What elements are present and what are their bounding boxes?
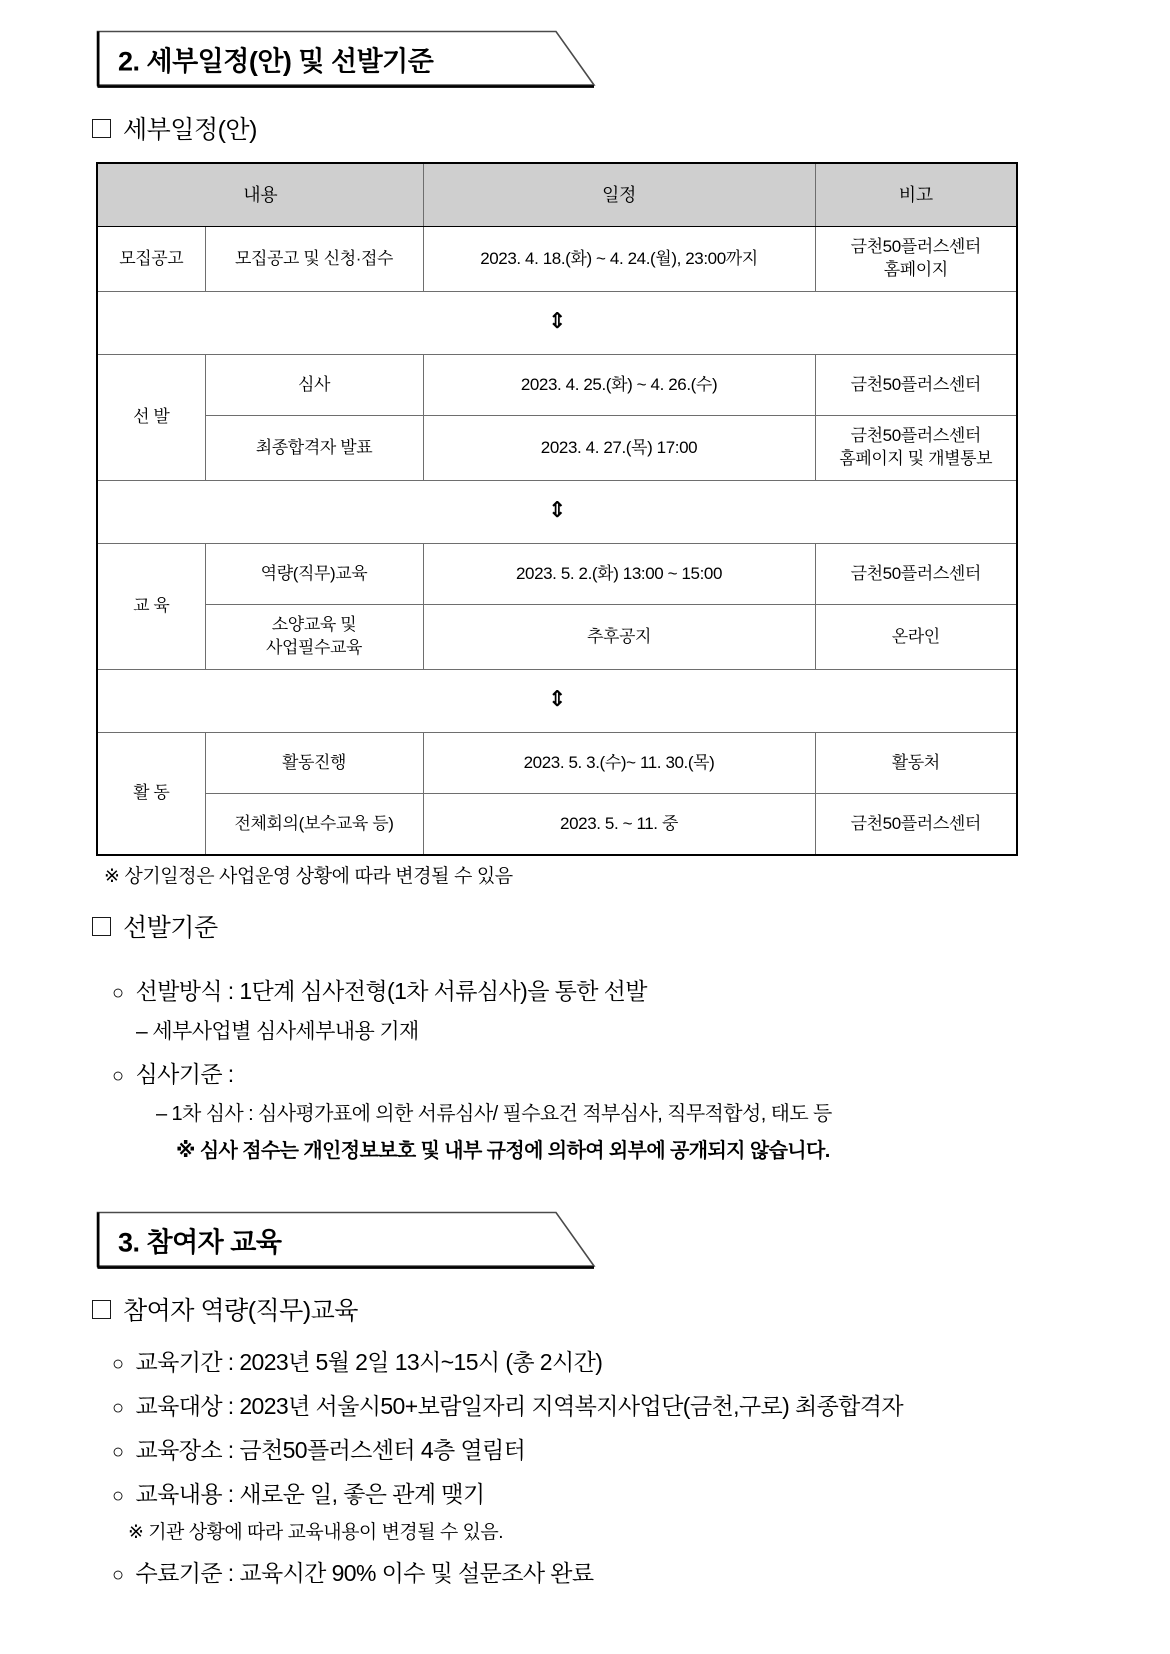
section-3-title: 3. 참여자 교육 bbox=[118, 1227, 282, 1258]
row-when: 2023. 5. 3.(수)~ 11. 30.(목) bbox=[423, 733, 815, 794]
table-row bbox=[97, 227, 1017, 292]
row-note: 금천50플러스센터 홈페이지 bbox=[815, 227, 1017, 292]
list-item-label: 기관 상황에 따라 교육내용이 변경될 수 있음. bbox=[148, 1522, 504, 1543]
row-note: 금천50플러스센터 홈페이지 및 개별통보 bbox=[815, 416, 1017, 481]
row-note: 금천50플러스센터 bbox=[815, 544, 1017, 605]
arrow-divider-row bbox=[97, 670, 1017, 733]
down-arrow-icon: ⇕ bbox=[547, 309, 567, 335]
row-category: 활 동 bbox=[97, 733, 205, 856]
square-bullet-icon bbox=[92, 1300, 111, 1319]
list-item-label: 1차 심사 : 심사평가표에 의한 서류심사/ 필수요건 적부심사, 직무적합성, 태도 등 bbox=[171, 1103, 832, 1125]
row-item: 심사 bbox=[205, 355, 423, 416]
schedule-footnote: ※ 상기일정은 사업운영 상황에 따라 변경될 수 있음 bbox=[104, 866, 513, 887]
circle-bullet-icon: ○ bbox=[112, 1564, 124, 1586]
circle-bullet-icon: ○ bbox=[112, 982, 124, 1004]
list-item-review-criteria bbox=[112, 1056, 1170, 1089]
section-2-banner bbox=[96, 30, 596, 88]
list-item-training-place bbox=[112, 1432, 1170, 1465]
row-when: 2023. 4. 18.(화) ~ 4. 24.(월), 23:00까지 bbox=[423, 227, 815, 292]
table-row bbox=[97, 544, 1017, 605]
column-header-schedule: 일정 bbox=[423, 163, 815, 227]
schedule-table bbox=[96, 162, 1018, 856]
table-header-row bbox=[97, 163, 1017, 227]
circle-bullet-icon: ○ bbox=[112, 1485, 124, 1507]
list-item-label: 교육장소 : 금천50플러스센터 4층 열림터 bbox=[135, 1437, 526, 1463]
row-item: 소양교육 및 사업필수교육 bbox=[205, 605, 423, 670]
row-when: 2023. 5. ~ 11. 중 bbox=[423, 794, 815, 856]
square-bullet-icon bbox=[92, 119, 111, 138]
list-item-first-review bbox=[156, 1097, 1170, 1126]
circle-bullet-icon: ○ bbox=[112, 1353, 124, 1375]
arrow-cell bbox=[97, 670, 1017, 733]
row-category: 선 발 bbox=[97, 355, 205, 481]
list-item-label: 심사기준 : bbox=[135, 1061, 234, 1087]
list-item-label: 세부사업별 심사세부내용 기재 bbox=[152, 1020, 419, 1043]
list-item-completion-criteria bbox=[112, 1555, 1170, 1588]
list-item-privacy-note bbox=[176, 1134, 1170, 1163]
arrow-cell bbox=[97, 292, 1017, 355]
heading-training bbox=[92, 1291, 1170, 1327]
list-item-label: 교육기간 : 2023년 5월 2일 13시~15시 (총 2시간) bbox=[135, 1349, 603, 1375]
schedule-table-wrap bbox=[96, 162, 1016, 856]
arrow-divider-row bbox=[97, 292, 1017, 355]
row-item: 전체회의(보수교육 등) bbox=[205, 794, 423, 856]
row-when: 2023. 4. 25.(화) ~ 4. 26.(수) bbox=[423, 355, 815, 416]
row-note: 금천50플러스센터 bbox=[815, 794, 1017, 856]
list-item-label: 수료기준 : 교육시간 90% 이수 및 설문조사 완료 bbox=[135, 1560, 594, 1586]
dash-bullet-icon: – bbox=[156, 1103, 167, 1125]
list-item-label: 선발방식 : 1단계 심사전형(1차 서류심사)을 통한 선발 bbox=[135, 978, 647, 1004]
row-note: 활동처 bbox=[815, 733, 1017, 794]
heading-training-label: 참여자 역량(직무)교육 bbox=[123, 1297, 358, 1325]
row-item: 역량(직무)교육 bbox=[205, 544, 423, 605]
table-row bbox=[97, 355, 1017, 416]
row-when: 추후공지 bbox=[423, 605, 815, 670]
section-2-title: 2. 세부일정(안) 및 선발기준 bbox=[118, 46, 434, 77]
list-item-detail-note bbox=[136, 1015, 1170, 1045]
dash-bullet-icon: – bbox=[136, 1020, 148, 1043]
heading-criteria-label: 선발기준 bbox=[123, 914, 218, 942]
heading-criteria bbox=[92, 908, 1170, 944]
heading-schedule bbox=[92, 110, 1170, 146]
row-item: 활동진행 bbox=[205, 733, 423, 794]
row-when: 2023. 5. 2.(화) 13:00 ~ 15:00 bbox=[423, 544, 815, 605]
list-item-training-period bbox=[112, 1344, 1170, 1377]
section-3-banner bbox=[96, 1211, 596, 1269]
square-bullet-icon bbox=[92, 917, 111, 936]
list-item-training-content bbox=[112, 1476, 1170, 1509]
row-when: 2023. 4. 27.(목) 17:00 bbox=[423, 416, 815, 481]
list-item-selection-method bbox=[112, 973, 1170, 1006]
row-category: 교 육 bbox=[97, 544, 205, 670]
list-item-label: 교육대상 : 2023년 서울시50+보람일자리 지역복지사업단(금천,구로) 최종합격자 bbox=[135, 1393, 904, 1419]
list-item-training-target bbox=[112, 1388, 1170, 1421]
row-note: 금천50플러스센터 bbox=[815, 355, 1017, 416]
arrow-cell bbox=[97, 481, 1017, 544]
table-row bbox=[97, 416, 1017, 481]
reference-mark-icon: ※ bbox=[176, 1140, 195, 1162]
list-item-training-change-note bbox=[128, 1517, 1170, 1544]
down-arrow-icon: ⇕ bbox=[547, 498, 567, 524]
circle-bullet-icon: ○ bbox=[112, 1397, 124, 1419]
row-note: 온라인 bbox=[815, 605, 1017, 670]
arrow-divider-row bbox=[97, 481, 1017, 544]
table-row bbox=[97, 733, 1017, 794]
row-item: 최종합격자 발표 bbox=[205, 416, 423, 481]
table-row bbox=[97, 605, 1017, 670]
heading-schedule-label: 세부일정(안) bbox=[123, 116, 257, 144]
row-category: 모집공고 bbox=[97, 227, 205, 292]
circle-bullet-icon: ○ bbox=[112, 1065, 124, 1087]
column-header-content: 내용 bbox=[97, 163, 423, 227]
reference-mark-icon: ※ bbox=[128, 1522, 144, 1543]
row-item: 모집공고 및 신청·접수 bbox=[205, 227, 423, 292]
down-arrow-icon: ⇕ bbox=[547, 687, 567, 713]
table-row bbox=[97, 794, 1017, 856]
list-item-label: 교육내용 : 새로운 일, 좋은 관계 맺기 bbox=[135, 1481, 485, 1507]
column-header-note: 비고 bbox=[815, 163, 1017, 227]
list-item-label: 심사 점수는 개인정보보호 및 내부 규정에 의하여 외부에 공개되지 않습니다. bbox=[199, 1140, 830, 1162]
schedule-table-body bbox=[97, 227, 1017, 856]
circle-bullet-icon: ○ bbox=[112, 1441, 124, 1463]
